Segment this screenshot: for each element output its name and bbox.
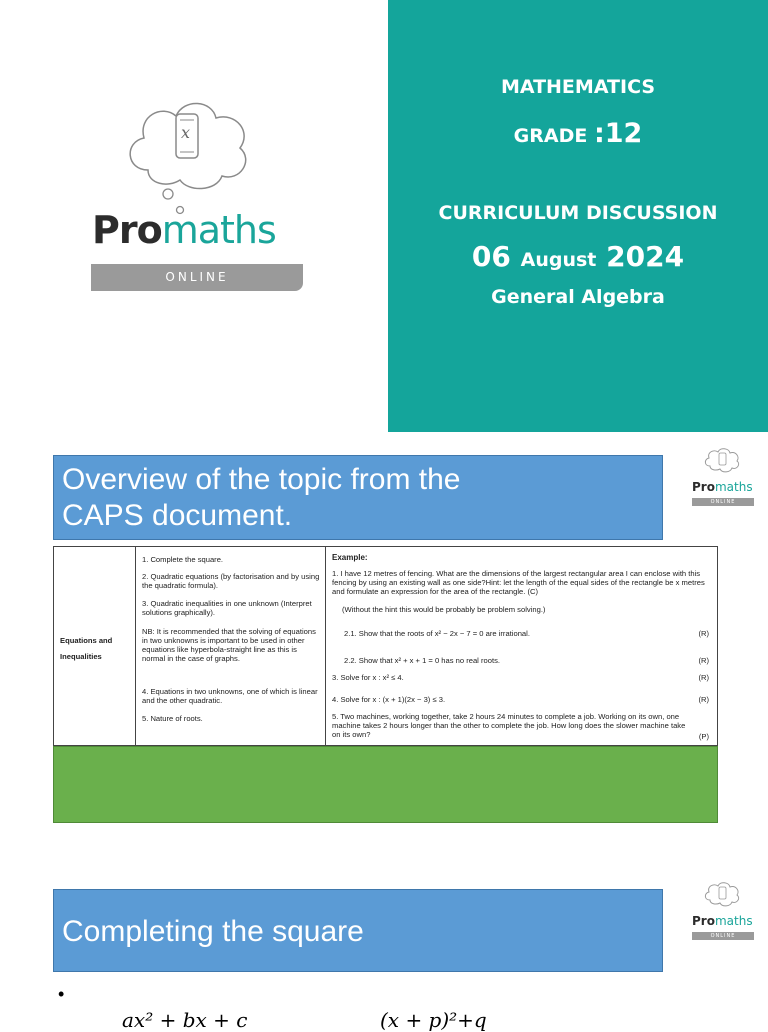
bullet: •	[58, 984, 65, 1004]
brand-maths: maths	[714, 480, 753, 494]
example-tag: (R)	[698, 673, 709, 682]
example-item: 5. Two machines, working together, take 2 hours 24 minutes to complete a job. Working on its own, one machine takes 2 hours longer than the other to complete the job. How long does the slower machine take on its own?	[332, 712, 686, 739]
brand-wordmark	[92, 208, 276, 252]
brand-tagline-small: ONLINE	[692, 932, 754, 940]
example-label: Example:	[332, 553, 368, 562]
date-year: 2024	[606, 240, 685, 273]
brand-wordmark-small	[692, 480, 753, 494]
logo-large	[90, 90, 310, 295]
phone-symbol: x	[181, 123, 191, 142]
content-item: 1. Complete the square.	[142, 555, 224, 564]
thought-cloud-icon	[702, 880, 742, 912]
example-tag: (R)	[698, 629, 709, 638]
content-item: 2. Quadratic equations (by factorisation and by using the quadratic formula).	[142, 572, 320, 590]
green-block	[53, 746, 718, 823]
overview-heading-line1: Overview of the topic from the	[62, 463, 461, 496]
completing-heading: Completing the square	[53, 889, 663, 972]
topic-title: General Algebra	[491, 286, 665, 308]
grade-value: :12	[593, 118, 643, 149]
logo-small	[690, 880, 756, 942]
brand-tagline: ONLINE	[91, 264, 303, 291]
content-item: 4. Equations in two unknowns, one of which is linear and the other quadratic.	[142, 687, 318, 705]
subject-title: MATHEMATICS	[500, 76, 656, 98]
grade-line	[388, 118, 768, 149]
grade-label: GRADE	[513, 125, 594, 147]
content-item: NB: It is recommended that the solving of equations in two unknowns is important to be used in other equations like hyperbola-straight line as this is normal in the case of graphs.	[142, 627, 316, 663]
example-tag: (R)	[698, 695, 709, 704]
title-panel	[388, 0, 768, 432]
content-item: 3. Quadratic inequalities in one unknown (Interpret solutions graphically).	[142, 599, 312, 617]
curriculum-discussion: CURRICULUM DISCUSSION	[438, 202, 718, 224]
brand-pro: Pro	[92, 208, 162, 252]
date-month: August	[520, 249, 597, 271]
example-item: (Without the hint this would be probably be problem solving.)	[342, 605, 546, 614]
expression-right: (x + p)²+q	[380, 1008, 487, 1032]
example-item: 2.2. Show that x² + x + 1 = 0 has no real roots.	[344, 656, 500, 665]
example-item: 2.1. Show that the roots of x² − 2x − 7 = 0 are irrational.	[344, 629, 530, 638]
example-tag: (P)	[698, 732, 709, 741]
content-item: 5. Nature of roots.	[142, 714, 203, 723]
overview-heading	[53, 455, 663, 540]
thought-cloud-icon	[118, 90, 258, 220]
category-cell: Equations and Inequalities	[60, 636, 113, 661]
brand-maths: maths	[161, 208, 276, 252]
brand-maths: maths	[714, 914, 753, 928]
content-column	[136, 547, 326, 745]
category-column	[54, 547, 136, 745]
overview-heading-line2: CAPS document.	[62, 499, 293, 532]
expression-left: ax² + bx + c	[122, 1008, 248, 1032]
date-day: 06	[471, 240, 511, 273]
logo-small	[690, 446, 756, 508]
brand-pro: Pro	[692, 914, 715, 928]
brand-tagline-small: ONLINE	[692, 498, 754, 506]
example-tag: (R)	[698, 656, 709, 665]
thought-cloud-icon	[702, 446, 742, 478]
brand-pro: Pro	[692, 480, 715, 494]
brand-wordmark-small	[692, 914, 753, 928]
session-date	[388, 240, 768, 273]
example-item: 1. I have 12 metres of fencing. What are the dimensions of the largest rectangular area I can enclose with this fencing by using an existing wall as one side?Hint: let the length of the equal sides of the rectangle be x metres and formulate an expression for the area of the rectangle. (C)	[332, 569, 705, 596]
examples-column	[326, 547, 717, 745]
example-item: 3. Solve for x : x² ≤ 4.	[332, 673, 404, 682]
example-item: 4. Solve for x : (x + 1)(2x − 3) ≤ 3.	[332, 695, 446, 704]
caps-table	[53, 546, 718, 746]
